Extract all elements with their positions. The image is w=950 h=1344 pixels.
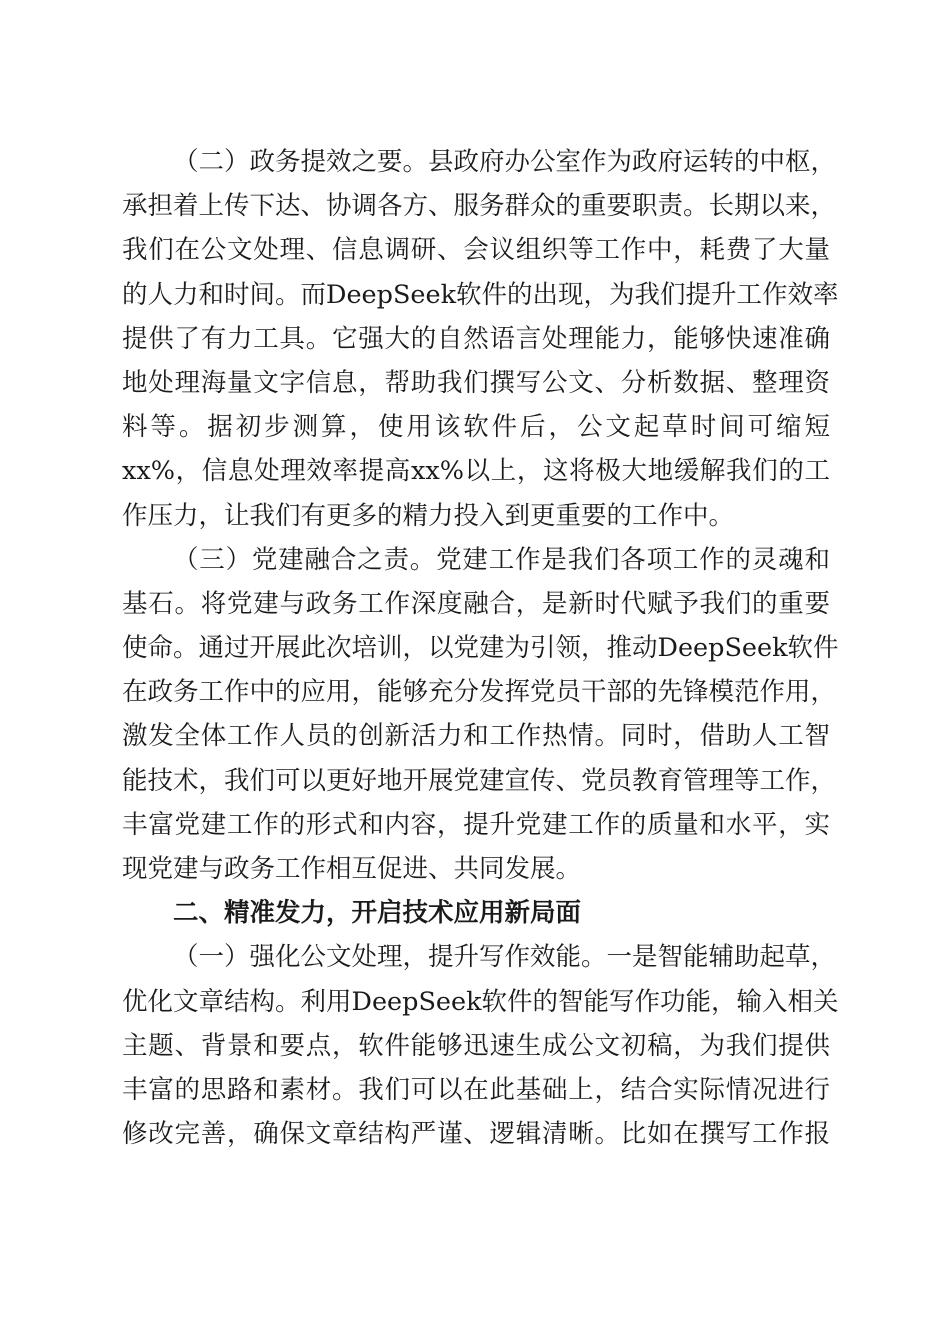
text-line: 我们在公文处理、信息调研、会议组织等工作中，耗费了大量 — [122, 235, 830, 266]
document-page — [122, 140, 839, 1156]
text-line: 作压力，让我们有更多的精力投入到更重要的工作中。 — [122, 500, 735, 531]
text-line: xx%，信息处理效率提高xx%以上，这将极大地缓解我们的工 — [122, 456, 830, 487]
text-line: 丰富的思路和素材。我们可以在此基础上，结合实际情况进行 — [122, 1074, 830, 1105]
text-line: （一）强化公文处理，提升写作效能。一是智能辅助起草， — [173, 942, 837, 973]
text-line: 基石。将党建与政务工作深度融合，是新时代赋予我们的重要 — [122, 588, 830, 619]
text-line: （二）政务提效之要。县政府办公室作为政府运转的中枢， — [173, 147, 837, 177]
text-line: 使命。通过开展此次培训，以党建为引领，推动DeepSeek软件 — [122, 633, 839, 664]
text-line: 提供了有力工具。它强大的自然语言处理能力，能够快速准确 — [122, 323, 830, 354]
text-line: 激发全体工作人员的创新活力和工作热情。同时，借助人工智 — [122, 721, 830, 752]
text-line: 地处理海量文字信息，帮助我们撰写公文、分析数据、整理资 — [122, 367, 830, 398]
text-line: 承担着上传下达、协调各方、服务群众的重要职责。长期以来， — [122, 191, 837, 222]
text-line: 修改完善，确保文章结构严谨、逻辑清晰。比如在撰写工作报 — [122, 1119, 830, 1150]
text-line: 优化文章结构。利用DeepSeek软件的智能写作功能，输入相关 — [122, 986, 839, 1017]
text-line: （三）党建融合之责。党建工作是我们各项工作的灵魂和 — [173, 544, 830, 575]
section-heading: 二、精准发力，开启技术应用新局面 — [173, 898, 582, 929]
text-line: 料等。据初步测算，使用该软件后，公文起草时间可缩短 — [122, 412, 830, 443]
text-line: 在政务工作中的应用，能够充分发挥党员干部的先锋模范作用， — [122, 677, 837, 708]
text-line: 的人力和时间。而DeepSeek软件的出现，为我们提升工作效率 — [122, 279, 839, 310]
text-line: 主题、背景和要点，软件能够迅速生成公文初稿，为我们提供 — [122, 1030, 830, 1061]
text-line: 现党建与政务工作相互促进、共同发展。 — [122, 854, 582, 884]
text-line: 丰富党建工作的形式和内容，提升党建工作的质量和水平，实 — [122, 809, 830, 840]
text-line: 能技术，我们可以更好地开展党建宣传、党员教育管理等工作， — [122, 765, 837, 796]
